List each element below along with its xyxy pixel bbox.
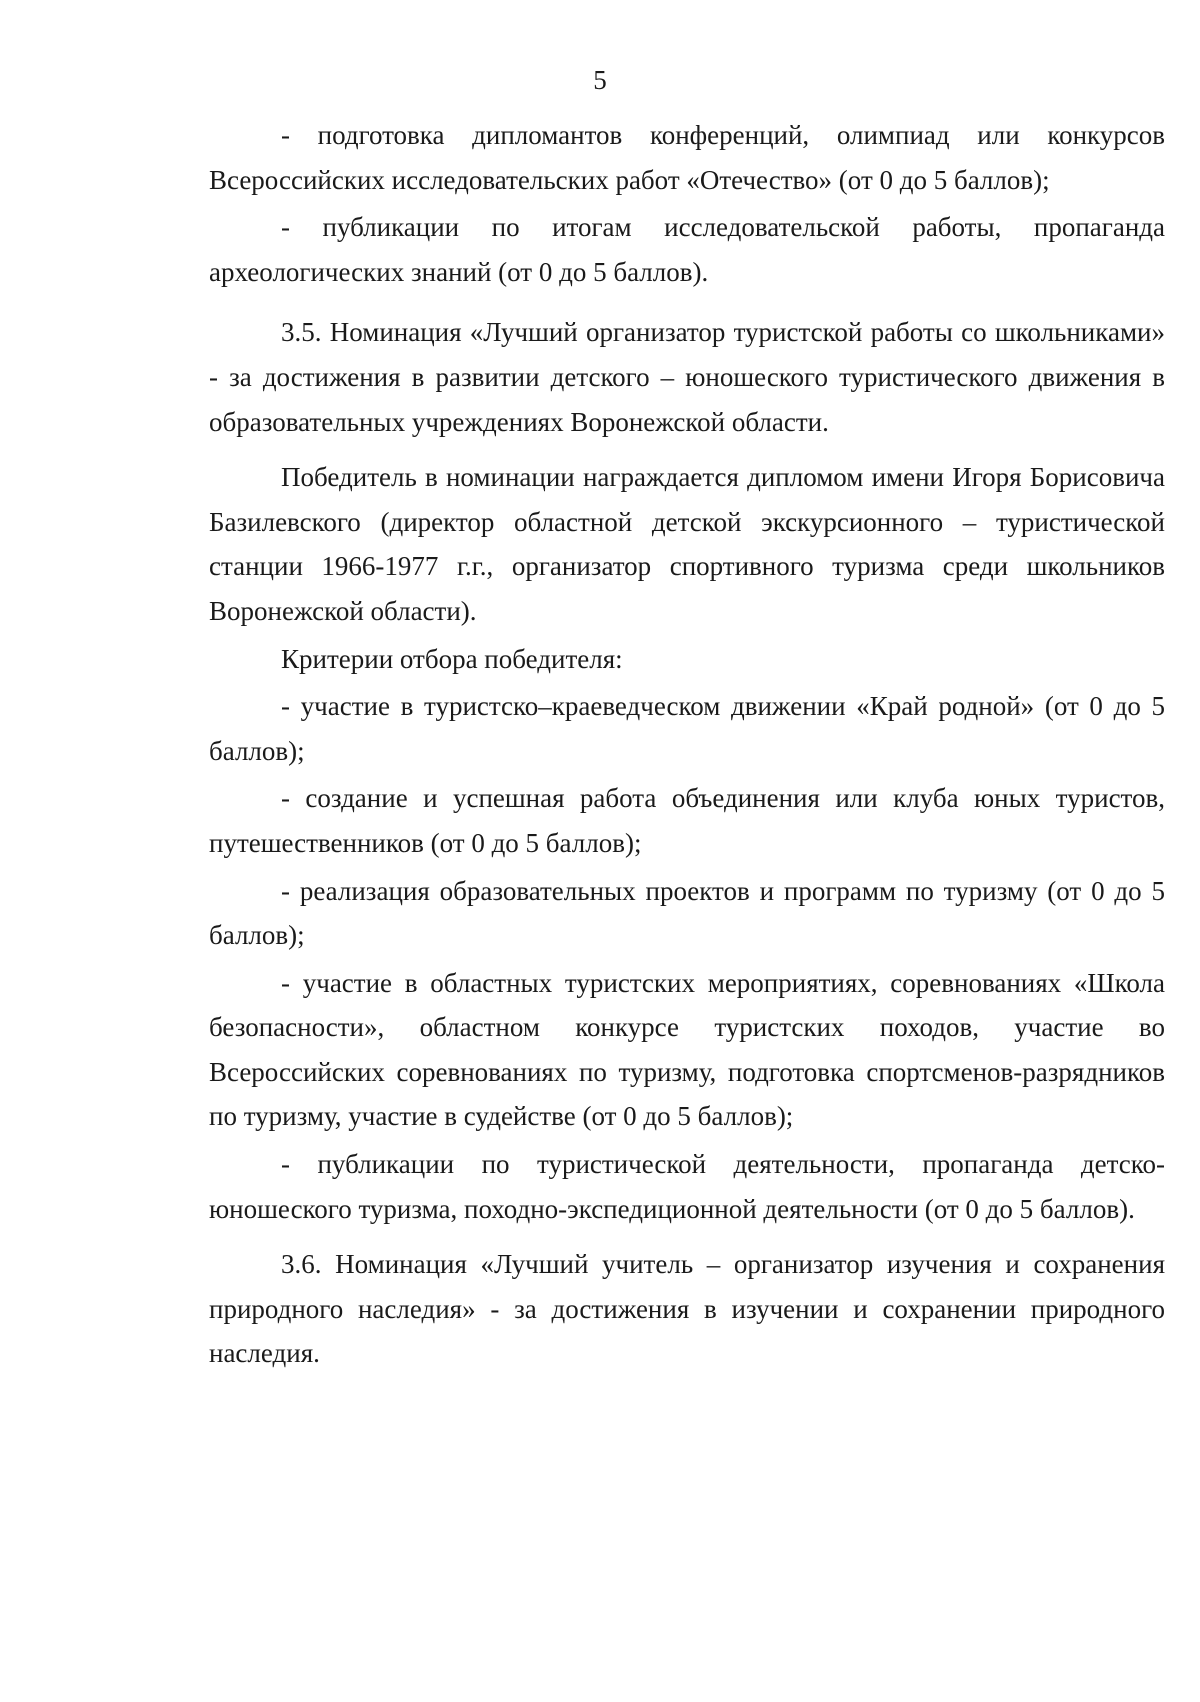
nomination-3-5-heading: 3.5. Номинация «Лучший организатор туристской работы со школьниками» - за достижения в развитии детского – юношеского туристического движения в образовательных учреждениях Воронежской области. — [209, 317, 1165, 437]
criterion-archaeology-publications: - публикации по итогам исследовательской работы, пропаганда археологических знаний (от 0 до 5 баллов). — [209, 212, 1165, 287]
nomination-3-6-heading: 3.6. Номинация «Лучший учитель – организатор изучения и сохранения природного наследия» - за достижения в изучении и сохранении природного наследия. — [209, 1249, 1165, 1369]
document-body — [209, 113, 1165, 1376]
criterion-regional-events: - участие в областных туристских мероприятиях, соревнованиях «Школа безопасности», областном конкурсе туристских походов, участие во Всероссийских соревнованиях по туризму, подготовка спортсменов-разрядников по туризму, участие в судействе (от 0 до 5 баллов); — [209, 967, 1165, 1132]
page-number: 5 — [593, 65, 607, 95]
criterion-tourist-club: - создание и успешная работа объединения или клуба юных туристов, путешественников (от 0 до 5 баллов); — [209, 783, 1165, 858]
criterion-olympiad-preparation: - подготовка дипломантов конференций, олимпиад или конкурсов Всероссийских исследовательских работ «Отечество» (от 0 до 5 баллов); — [209, 120, 1165, 195]
criterion-educational-projects: - реализация образовательных проектов и программ по туризму (от 0 до 5 баллов); — [209, 875, 1165, 951]
criterion-krai-rodnoi: - участие в туристско–краеведческом движении «Край родной» (от 0 до 5 баллов); — [209, 691, 1165, 766]
winner-award-paragraph: Победитель в номинации награждается дипломом имени Игоря Борисовича Базилевского (директор областной детской экскурсионного – туристической станции 1966-1977 г.г., организатор спортивного туризма среди школьников Воронежской области). — [209, 462, 1165, 626]
criterion-tourism-publications: - публикации по туристической деятельности, пропаганда детско-юношеского туризма, походно-экспедиционной деятельности (от 0 до 5 баллов). — [209, 1149, 1165, 1224]
selection-criteria-heading: Критерии отбора победителя: — [281, 643, 623, 674]
